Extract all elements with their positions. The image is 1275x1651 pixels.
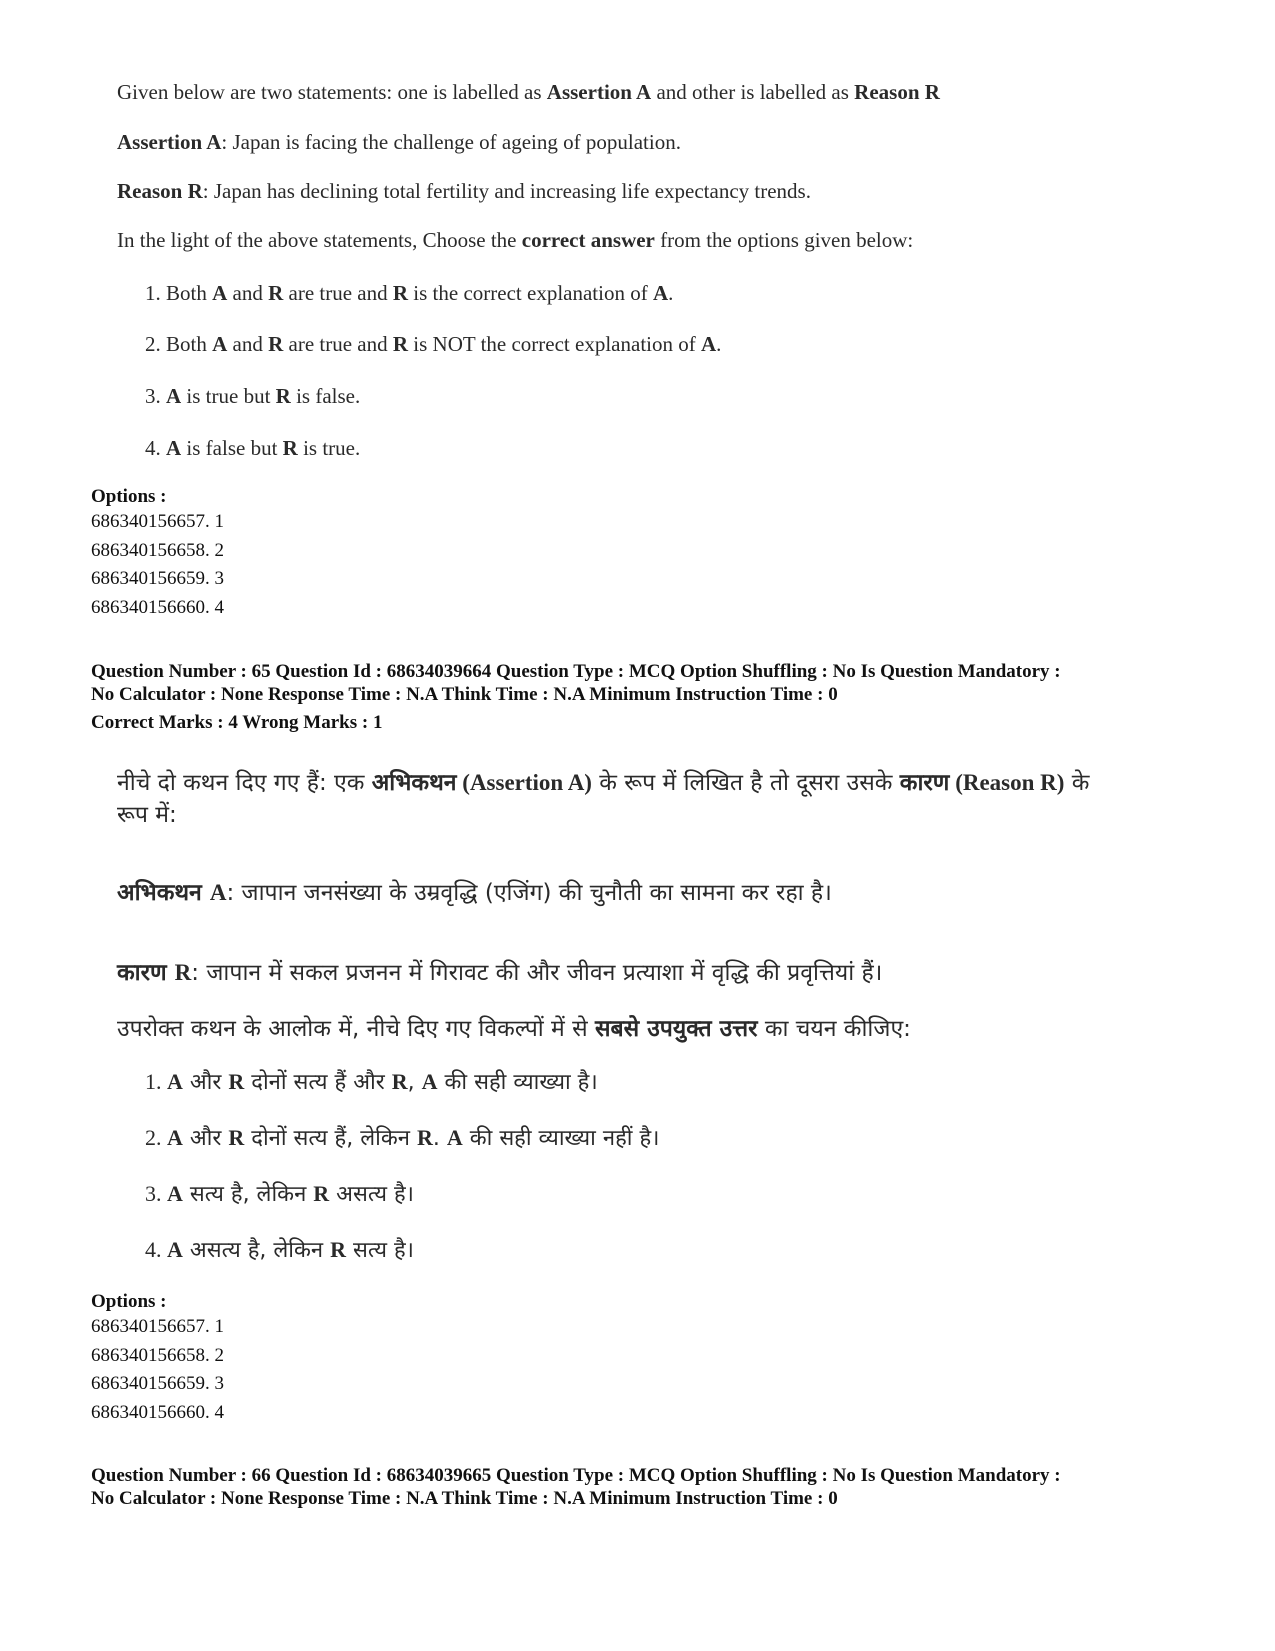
bold-text-fragment: R (392, 281, 409, 305)
text-fragment: का चयन कीजिए: (757, 1016, 911, 1042)
text-fragment: is true. (297, 436, 361, 460)
bold-text-fragment: R (268, 332, 284, 356)
option-id: 686340156660. 4 (91, 1401, 224, 1423)
reason-text: : Japan has declining total fertility and increasing life expectancy trends. (202, 179, 811, 203)
option-id: 686340156657. 1 (91, 1316, 224, 1337)
text-fragment: सत्य है, लेकिन (182, 1182, 314, 1207)
hi-choice-2 (145, 1122, 659, 1152)
reason-statement (117, 179, 811, 204)
text-fragment: दोनों सत्य हैं और (244, 1070, 392, 1095)
bold-text-fragment: A (166, 436, 182, 460)
text-fragment: are true and (283, 332, 393, 356)
hi-assertion-statement (117, 875, 832, 907)
meta-line: No Calculator : None Response Time : N.A Think Time : N.A Minimum Instruction Time : 0 (91, 684, 838, 705)
text-fragment: . (668, 281, 674, 305)
choice-4 (145, 436, 360, 461)
text-fragment: are true and (283, 281, 393, 305)
bold-text-fragment: R (391, 1069, 408, 1094)
assertion-text: : Japan is facing the challenge of ageing of population. (221, 130, 681, 154)
hi-choice-3 (145, 1178, 414, 1208)
hi-intro-line-1 (117, 765, 1089, 797)
bold-text-fragment: R (392, 332, 409, 356)
bold-text-fragment: R (228, 1125, 245, 1150)
text-fragment: is the correct explanation of (408, 281, 653, 305)
option-id: 686340156659. 3 (91, 568, 224, 589)
hi-reason-statement (117, 955, 882, 987)
text-fragment: और (182, 1126, 229, 1151)
statement-intro (117, 80, 940, 105)
choice-3 (145, 384, 360, 409)
text-fragment: 2. Both (145, 332, 213, 356)
bold-text-fragment: R (275, 384, 291, 408)
meta-line: No Calculator : None Response Time : N.A Think Time : N.A Minimum Instruction Time : 0 (91, 1488, 838, 1509)
option-id: 686340156657. 1 (91, 511, 224, 532)
text-fragment: . (432, 1126, 447, 1151)
hi-choice-4 (145, 1234, 414, 1264)
text-fragment: नीचे दो कथन दिए गए हैं: एक (117, 770, 372, 796)
text-fragment: 4. (145, 1237, 167, 1262)
bold-text-fragment: R (416, 1125, 433, 1150)
bold-text-fragment: सबसे उपयुक्त उत्तर (594, 1016, 758, 1042)
options-list (91, 1313, 224, 1427)
choice-2 (145, 332, 721, 357)
bold-text-fragment: (Reason R) (949, 770, 1065, 795)
meta-line: Question Number : 65 Question Id : 68634039664 Question Type : MCQ Option Shuffling : No Is Question Mandatory : (91, 661, 1061, 682)
option-id: 686340156658. 2 (91, 539, 224, 561)
intro-assertion-label: Assertion A (546, 80, 652, 104)
text-fragment: दोनों सत्य हैं, लेकिन (244, 1126, 417, 1151)
option-id: 686340156660. 4 (91, 596, 224, 618)
text-fragment: is false but (181, 436, 283, 460)
bold-text-fragment: A (167, 1237, 183, 1262)
bold-text-fragment: A (652, 281, 669, 305)
bold-text-fragment: A (209, 880, 227, 905)
text-fragment: उपरोक्त कथन के आलोक में, नीचे दिए गए विकल्पों में से (117, 1016, 595, 1042)
intro-reason-label: Reason R (854, 80, 940, 104)
options-label: Options : (91, 486, 167, 507)
bold-text-fragment: R (174, 960, 192, 985)
hi-choice-1 (145, 1066, 598, 1096)
text-fragment: असत्य है, लेकिन (182, 1238, 331, 1263)
instruction-text: from the options given below: (654, 228, 914, 252)
text-fragment: और (182, 1070, 229, 1095)
bold-text-fragment: A (212, 332, 228, 356)
bold-text-fragment: R (313, 1181, 330, 1206)
bold-text-fragment: कारण (117, 960, 175, 986)
reason-label: Reason R (117, 179, 203, 203)
bold-text-fragment: अभिकथन (371, 770, 457, 796)
bold-text-fragment: A (446, 1125, 463, 1150)
bold-text-fragment: A (700, 332, 717, 356)
text-fragment: 3. (145, 384, 166, 408)
options-label: Options : (91, 1291, 167, 1312)
text-fragment: की सही व्याख्या नहीं है। (462, 1126, 660, 1151)
text-fragment: 2. (145, 1125, 167, 1150)
text-fragment: के रूप में लिखित है तो दूसरा उसके (591, 770, 900, 796)
hi-instruction-line (117, 1011, 911, 1043)
text-fragment: is true but (181, 384, 276, 408)
bold-text-fragment: R (282, 436, 298, 460)
choice-1 (145, 281, 673, 306)
bold-text-fragment: (Assertion A) (456, 770, 592, 795)
bold-text-fragment: A (421, 1069, 438, 1094)
bold-text-fragment: A (166, 384, 182, 408)
assertion-statement (117, 130, 681, 155)
question-meta-65 (91, 660, 1061, 706)
option-id: 686340156658. 2 (91, 1344, 224, 1366)
text-fragment: असत्य है। (329, 1182, 414, 1207)
bold-text-fragment: A (212, 281, 228, 305)
text-fragment: 1. Both (145, 281, 213, 305)
bold-text-fragment: R (228, 1069, 245, 1094)
text-fragment: 4. (145, 436, 166, 460)
bold-text-fragment: A (167, 1125, 183, 1150)
text-fragment: and (227, 332, 269, 356)
option-id: 686340156659. 3 (91, 1373, 224, 1394)
assertion-label: Assertion A (117, 130, 222, 154)
instruction-emphasis: correct answer (521, 228, 655, 252)
text-fragment: 1. (145, 1069, 167, 1094)
text-fragment: and (227, 281, 269, 305)
text-fragment: is NOT the correct explanation of (408, 332, 701, 356)
instruction-text: In the light of the above statements, Choose the (117, 228, 522, 252)
text-fragment: is false. (290, 384, 361, 408)
bold-text-fragment: अभिकथन (117, 880, 210, 906)
intro-text: Given below are two statements: one is labelled as (117, 80, 547, 104)
question-meta-66 (91, 1464, 1061, 1510)
instruction-line (117, 228, 913, 253)
bold-text-fragment: R (268, 281, 284, 305)
bold-text-fragment: कारण (899, 770, 950, 796)
intro-text: and other is labelled as (651, 80, 855, 104)
bold-text-fragment: A (167, 1181, 183, 1206)
text-fragment: : जापान में सकल प्रजनन में गिरावट की और जीवन प्रत्याशा में वृद्धि की प्रवृत्तियां हैं। (191, 960, 883, 986)
text-fragment: , (407, 1070, 422, 1095)
text-fragment: . (716, 332, 722, 356)
text-fragment: : जापान जनसंख्या के उम्रवृद्धि (एजिंग) की चुनौती का सामना कर रहा है। (226, 880, 832, 906)
text-fragment: सत्य है। (345, 1238, 415, 1263)
text-fragment: 3. (145, 1181, 167, 1206)
hi-intro-line-2: रूप में: (117, 802, 177, 828)
meta-line: Question Number : 66 Question Id : 68634039665 Question Type : MCQ Option Shuffling : No Is Question Mandatory : (91, 1465, 1061, 1486)
bold-text-fragment: A (167, 1069, 183, 1094)
text-fragment: की सही व्याख्या है। (437, 1070, 598, 1095)
marks-line: Correct Marks : 4 Wrong Marks : 1 (91, 712, 383, 733)
text-fragment: के (1064, 770, 1090, 796)
bold-text-fragment: R (330, 1237, 346, 1262)
options-list (91, 508, 224, 622)
